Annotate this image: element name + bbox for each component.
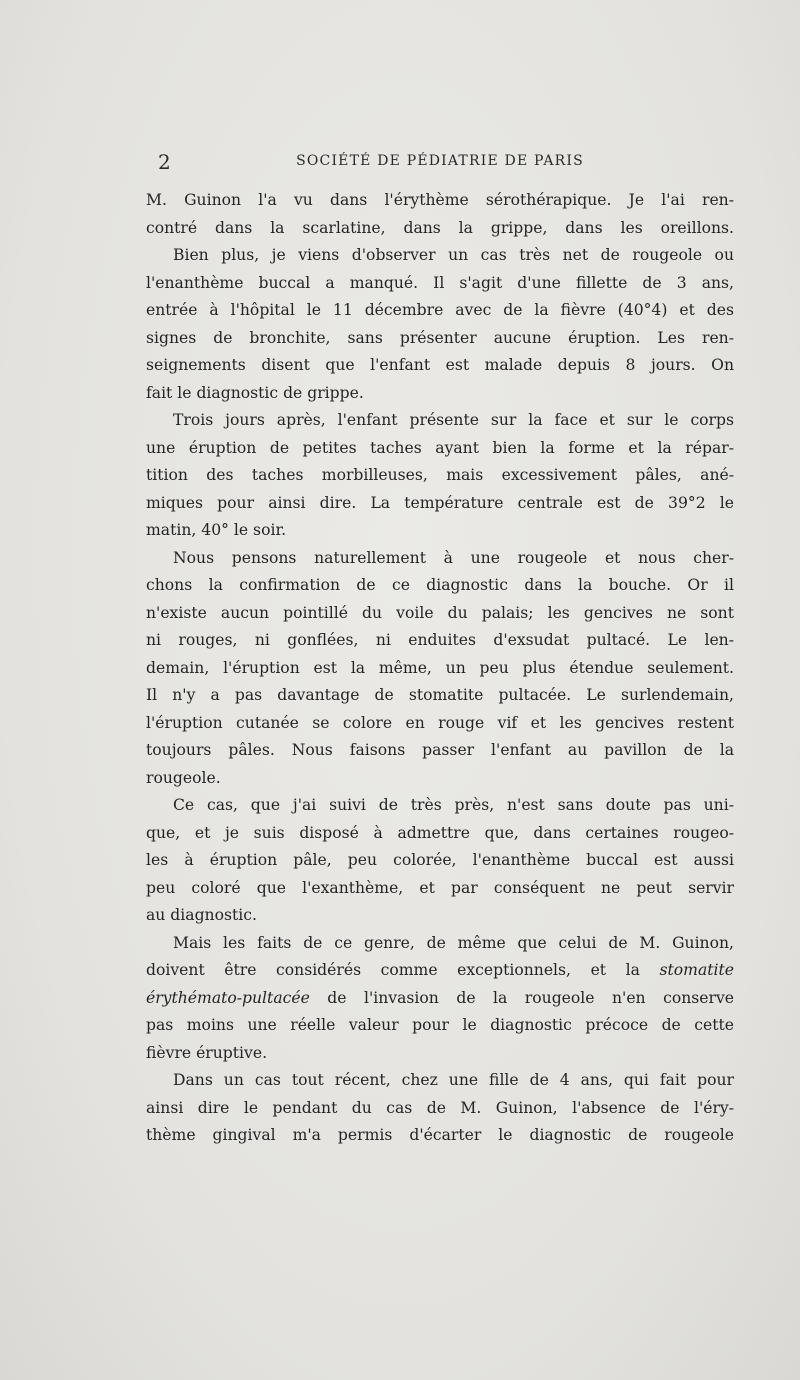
text-line: Nous pensons naturellement à une rougeole et nous cher- — [173, 548, 734, 567]
text-line: contré dans la scarlatine, dans la grippe, dans les oreillons. — [146, 218, 734, 237]
text-line: signes de bronchite, sans présenter aucune éruption. Les ren- — [146, 328, 734, 347]
text-line: miques pour ainsi dire. La température centrale est de 39°2 le — [146, 493, 734, 512]
text-line: que, et je suis disposé à admettre que, dans certaines rougeo- — [146, 823, 734, 842]
text-line: les à éruption pâle, peu colorée, l'enanthème buccal est aussi — [146, 851, 734, 869]
text-line: une éruption de petites taches ayant bien la forme et la répar- — [146, 438, 734, 457]
text-line: thème gingival m'a permis d'écarter le diagnostic de rougeole — [146, 1126, 734, 1144]
text-line: l'éruption cutanée se colore en rouge vif et les gencives restent — [146, 713, 734, 732]
body-text — [146, 187, 734, 1150]
text-line: toujours pâles. Nous faisons passer l'enfant au pavillon de la — [146, 741, 734, 759]
text-line: demain, l'éruption est la même, un peu plus étendue seulement. — [146, 658, 734, 677]
text-line: entrée à l'hôpital le 11 décembre avec de la fièvre (40°4) et des — [146, 301, 734, 319]
text-line: peu coloré que l'exanthème, et par conséquent ne peut servir — [146, 878, 734, 897]
text-line: Ce cas, que j'ai suivi de très près, n'est sans doute pas uni- — [173, 796, 734, 814]
text-line: fièvre éruptive. — [146, 1043, 268, 1062]
text-line: tition des taches morbilleuses, mais excessivement pâles, ané- — [146, 466, 734, 484]
text-line: érythémato-pultacée de l'invasion de la rougeole n'en conserve — [146, 988, 734, 1007]
text-line: fait le diagnostic de grippe. — [146, 383, 364, 402]
text-line: chons la confirmation de ce diagnostic dans la bouche. Or il — [146, 576, 734, 594]
text-line: rougeole. — [146, 768, 221, 787]
text-line: l'enanthème buccal a manqué. Il s'agit d'une fillette de 3 ans, — [146, 273, 734, 292]
text-line: seignements disent que l'enfant est malade depuis 8 jours. On — [146, 356, 734, 374]
text-line: doivent être considérés comme exceptionnels, et la stomatite — [146, 961, 734, 979]
text-line: Dans un cas tout récent, chez une fille de 4 ans, qui fait pour — [173, 1071, 734, 1089]
page-number: 2 — [158, 150, 171, 174]
text-line: Mais les faits de ce genre, de même que celui de M. Guinon, — [173, 933, 734, 952]
text-line: ni rouges, ni gonflées, ni enduites d'exsudat pultacé. Le len- — [146, 631, 734, 649]
text-line: au diagnostic. — [146, 906, 257, 924]
text-line: pas moins une réelle valeur pour le diagnostic précoce de cette — [146, 1016, 734, 1034]
text-line: Il n'y a pas davantage de stomatite pultacée. Le surlendemain, — [146, 686, 734, 704]
page-header — [150, 150, 730, 174]
text-line: ainsi dire le pendant du cas de M. Guinon, l'absence de l'éry- — [146, 1098, 734, 1117]
text-line: n'existe aucun pointillé du voile du palais; les gencives ne sont — [146, 603, 734, 622]
text-line: matin, 40° le soir. — [146, 521, 287, 539]
text-line: Trois jours après, l'enfant présente sur la face et sur le corps — [173, 411, 734, 429]
text-line: M. Guinon l'a vu dans l'érythème sérothérapique. Je l'ai ren- — [146, 191, 734, 209]
running-title: SOCIÉTÉ DE PÉDIATRIE DE PARIS — [296, 153, 584, 169]
text-line: Bien plus, je viens d'observer un cas très net de rougeole ou — [173, 246, 734, 264]
